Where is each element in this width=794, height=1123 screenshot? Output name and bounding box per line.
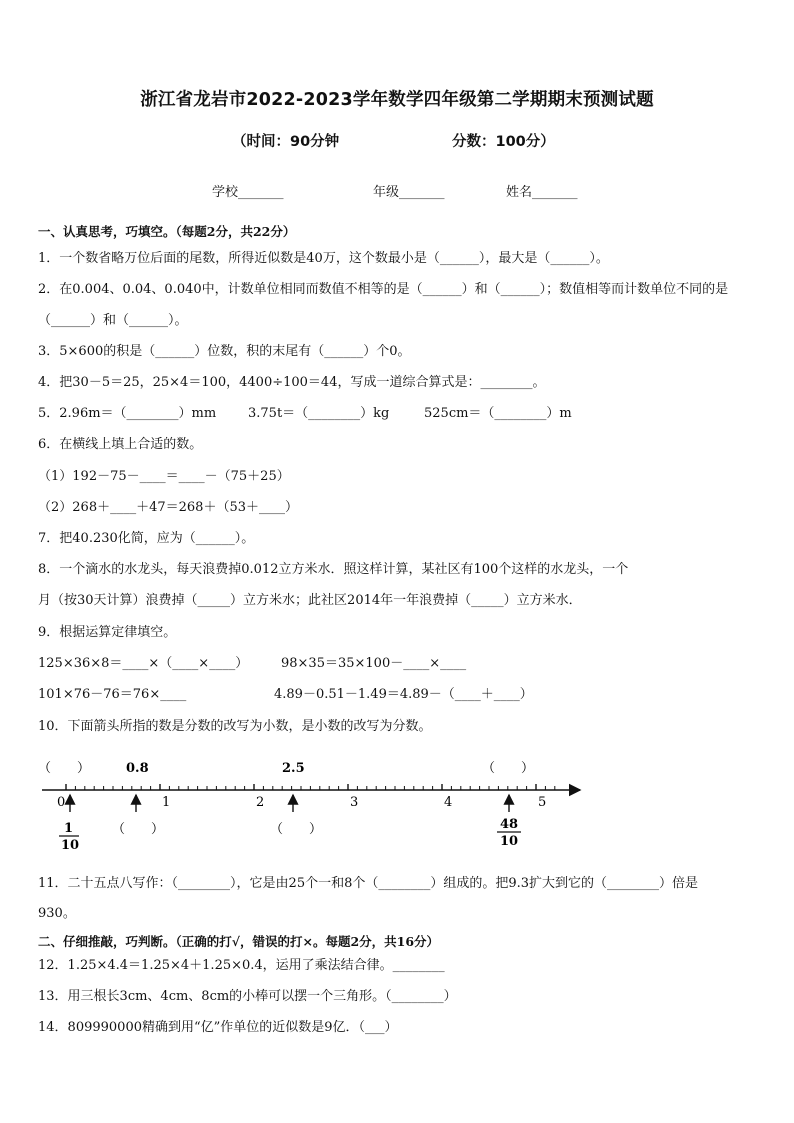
- grade-field: 年级_______: [373, 185, 445, 200]
- tick-label-5: 5: [538, 795, 547, 810]
- page-title: 浙江省龙岩市2022-2023学年数学四年级第二学期期末预测试题: [140, 90, 654, 110]
- exam-time: （时间：90分钟: [232, 134, 340, 150]
- top-label-blank-2: （ ）: [482, 761, 535, 776]
- question-11-line-1: 11．二十五点八写作：（________），它是由25个一和8个（________）组成的。把9.3扩大到它的（________）倍是: [38, 876, 699, 891]
- question-6-part-1: （1）192－75－____＝____－（75＋25）: [38, 469, 290, 484]
- question-3: 3．5×600的积是（______）位数，积的末尾有（______）个0。: [38, 344, 411, 359]
- tick-label-2: 2: [256, 795, 265, 810]
- question-11-line-2: 930。: [38, 906, 76, 921]
- school-field: 学校_______: [212, 185, 284, 200]
- question-8-line-2: 月（按30天计算）浪费掉（_____）立方米水；此社区2014年一年浪费掉（_____）立方米水．: [38, 593, 582, 608]
- question-8-line-1: 8．一个滴水的水龙头，每天浪费掉0.012立方米水．照这样计算，某社区有100个这样的水龙头，一个: [38, 562, 629, 577]
- number-line-figure: [30, 752, 600, 852]
- top-label-2-5: 2.5: [282, 761, 305, 776]
- question-9-c: 101×76－76＝76×____: [38, 687, 187, 702]
- name-field: 姓名_______: [506, 185, 578, 200]
- fraction-1-numerator: 1: [64, 821, 74, 836]
- section-1-heading: 一、认真思考，巧填空。（每题2分，共22分）: [38, 224, 296, 239]
- bottom-label-blank-1: （ ）: [112, 822, 165, 837]
- fraction-2-numerator: 48: [500, 817, 519, 832]
- question-12: 12．1.25×4.4＝1.25×4＋1.25×0.4，运用了乘法结合律。________: [38, 958, 445, 973]
- question-5-b: 3.75t＝（________）kg: [248, 406, 390, 421]
- question-9-d: 4.89－0.51－1.49＝4.89－（____＋____）: [274, 687, 533, 702]
- question-7: 7．把40.230化简，应为（______）。: [38, 531, 255, 546]
- question-2-line-1: 2．在0.004、0.04、0.040中，计数单位相同而数值不相等的是（______）和（______）；数值相等而计数单位不同的是: [38, 282, 729, 297]
- question-6-part-2: （2）268＋____＋47＝268＋（53＋____）: [38, 500, 298, 515]
- question-4: 4．把30－5＝25，25×4＝100，4400÷100＝44，写成一道综合算式是：________。: [38, 375, 546, 390]
- exam-score: 分数：100分）: [452, 134, 555, 150]
- top-label-blank-1: （ ）: [38, 761, 91, 776]
- top-label-0-8: 0.8: [126, 761, 149, 776]
- number-line-ticks: [57, 784, 555, 810]
- tick-label-0: 0: [57, 795, 66, 810]
- bottom-label-blank-2: （ ）: [270, 822, 323, 837]
- question-9-a: 125×36×8＝____×（____×____）: [38, 656, 249, 671]
- fraction-1-denominator: 10: [61, 838, 80, 852]
- fraction-2-denominator: 10: [500, 834, 519, 849]
- question-10: 10．下面箭头所指的数是分数的改写为小数，是小数的改写为分数。: [38, 719, 432, 734]
- question-6: 6．在横线上填上合适的数。: [38, 437, 203, 452]
- tick-label-1: 1: [162, 795, 171, 810]
- question-9: 9．根据运算定律填空。: [38, 625, 177, 640]
- question-2-line-2: （______）和（______）。: [38, 313, 188, 328]
- section-2-heading: 二、仔细推敲，巧判断。（正确的打√，错误的打×。每题2分，共16分）: [38, 934, 440, 949]
- question-5-c: 525cm＝（________）m: [424, 406, 572, 421]
- tick-label-4: 4: [444, 795, 453, 810]
- question-13: 13．用三根长3cm、4cm、8cm的小棒可以摆一个三角形。（________）: [38, 989, 457, 1004]
- question-14: 14．809990000精确到用“亿”作单位的近似数是9亿．（___）: [38, 1020, 398, 1035]
- tick-label-3: 3: [350, 795, 359, 810]
- question-5-a: 5．2.96m＝（________）mm: [38, 406, 217, 421]
- question-9-b: 98×35＝35×100－____×____: [281, 656, 467, 671]
- question-1: 1．一个数省略万位后面的尾数，所得近似数是40万，这个数最小是（______），最大是（______）。: [38, 251, 609, 266]
